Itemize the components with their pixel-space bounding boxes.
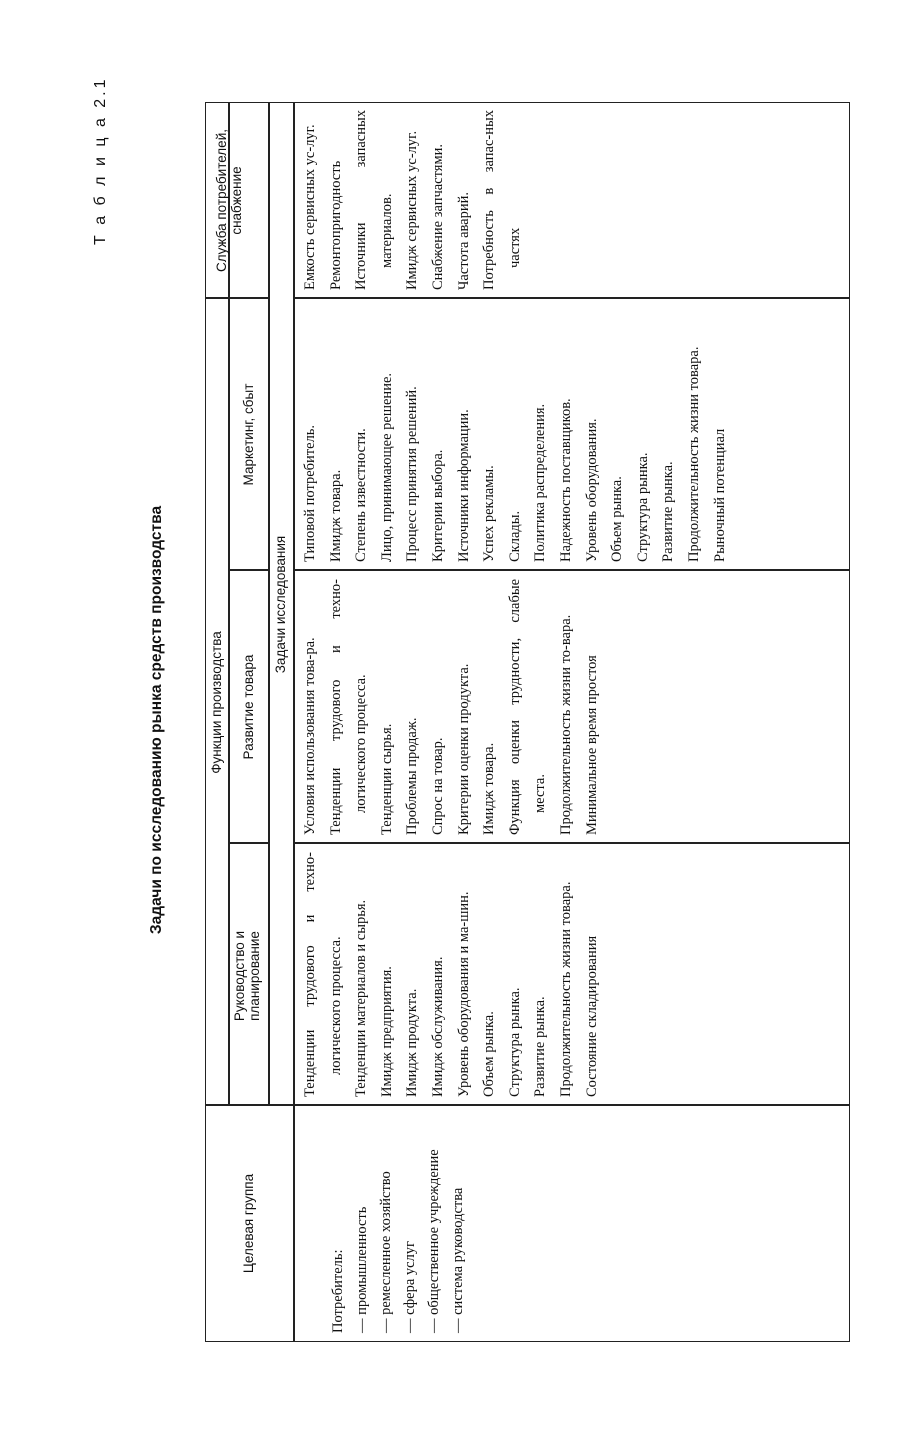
header-service: Служба потребителей, снабжение (214, 129, 244, 273)
list-item: Частота аварий. (455, 192, 472, 290)
list-item: Развитие рынка. (532, 996, 549, 1097)
list-item: Типовой потребитель. (302, 424, 318, 562)
grid-line-col2-body (293, 570, 849, 572)
list-item: Состояние складирования (583, 935, 600, 1097)
list-item: Продолжительность жизни то-вара. (557, 614, 574, 835)
list-item: Объем рынка. (481, 1011, 498, 1097)
list-item: Структура рынка. (506, 987, 523, 1097)
list-item: Имидж товара. (481, 742, 498, 835)
list-item: Структура рынка. (634, 452, 651, 562)
list-item: Условия использования това-ра. (302, 637, 318, 835)
list-item: Успех рекламы. (481, 465, 498, 562)
list-item: — общественное учреждение (426, 1149, 442, 1333)
list-item: Ремонтопригодность (327, 160, 344, 290)
list-item: Рыночный потенциал (711, 428, 728, 562)
list-item: Источники запасных материалов. (353, 110, 395, 290)
list-item: Имидж сервисных ус-луг. (404, 130, 421, 290)
table-caption: Т а б л и ц а 2.1 (92, 76, 109, 245)
list-item: Объем рынка. (609, 476, 626, 562)
header-management: Руководство и планирование (232, 930, 262, 1022)
table-title: Задачи по исследованию рынка средств производства (148, 505, 165, 935)
list-item: — система руководства (450, 1187, 466, 1333)
list-item: Имидж товара. (327, 469, 344, 562)
list-item: Емкость сервисных ус-луг. (302, 124, 318, 290)
list-item: Источники информации. (455, 409, 472, 562)
list-item: Имидж продукта. (404, 988, 421, 1097)
list-item: Тенденции трудового и техно-логического процесса. (327, 579, 370, 835)
list-item: Снабжение запчастями. (429, 144, 446, 290)
header-development: Развитие товара (241, 654, 256, 760)
list-item: Развитие рынка. (660, 461, 677, 562)
list-item: Тенденции материалов и сырья. (353, 899, 370, 1097)
list-item: Минимальное время простоя (583, 655, 600, 835)
grid-line-col3-body (293, 298, 849, 300)
list-item: Продолжительность жизни товара. (557, 881, 574, 1097)
grid-line-col1-body (293, 843, 849, 845)
list-item: Уровень оборудования и ма-шин. (455, 891, 472, 1097)
list-item: Имидж обслуживания. (429, 956, 446, 1097)
column-marketing (298, 307, 733, 562)
list-item: — ремесленное хозяйство (378, 1171, 394, 1333)
list-item: Склады. (506, 510, 523, 562)
header-marketing: Маркетинг, сбыт (241, 383, 256, 486)
column-management (298, 852, 605, 1097)
list-item: Процесс принятия решений. (404, 386, 421, 562)
list-item: Продолжительность жизни товара. (685, 346, 702, 562)
list-item: Степень известности. (353, 428, 370, 562)
list-item: Проблемы продаж. (404, 717, 421, 835)
list-item: Спрос на товар. (429, 737, 446, 835)
header-target-group: Целевая группа (241, 1173, 256, 1274)
list-item: — промышленность (354, 1206, 370, 1333)
column-development (298, 579, 605, 835)
grid-line-header-bottom (268, 103, 270, 1106)
header-research-tasks: Задачи исследования (273, 535, 288, 674)
list-item: Тенденции трудового и техно-логического процесса. (302, 852, 344, 1097)
grid-line-research-bottom (293, 103, 295, 1341)
list-item: Критерии выбора. (429, 449, 446, 562)
list-item: Уровень оборудования. (583, 418, 600, 562)
list-item: Критерии оценки продукта. (455, 663, 472, 835)
list-item: Функция оценки трудности, слабые места. (506, 579, 549, 835)
grid-line-group-divider (206, 1105, 849, 1107)
table (205, 102, 850, 1342)
list-item: Лицо, принимающее решение. (378, 372, 395, 562)
list-item: Потребность в запас-ных частях (481, 110, 523, 290)
header-functions: Функции производства (209, 631, 224, 774)
column-target-group (328, 1113, 468, 1333)
list-item: — сфера услуг (402, 1241, 418, 1333)
column-service (298, 110, 528, 290)
list-item: Тенденции сырья. (378, 723, 395, 835)
list-item: Политика распределения. (532, 403, 549, 562)
list-item: Надежность поставщиков. (557, 398, 574, 562)
list-item: Потребитель: (330, 1249, 346, 1333)
list-item: Имидж предприятия. (378, 966, 395, 1097)
